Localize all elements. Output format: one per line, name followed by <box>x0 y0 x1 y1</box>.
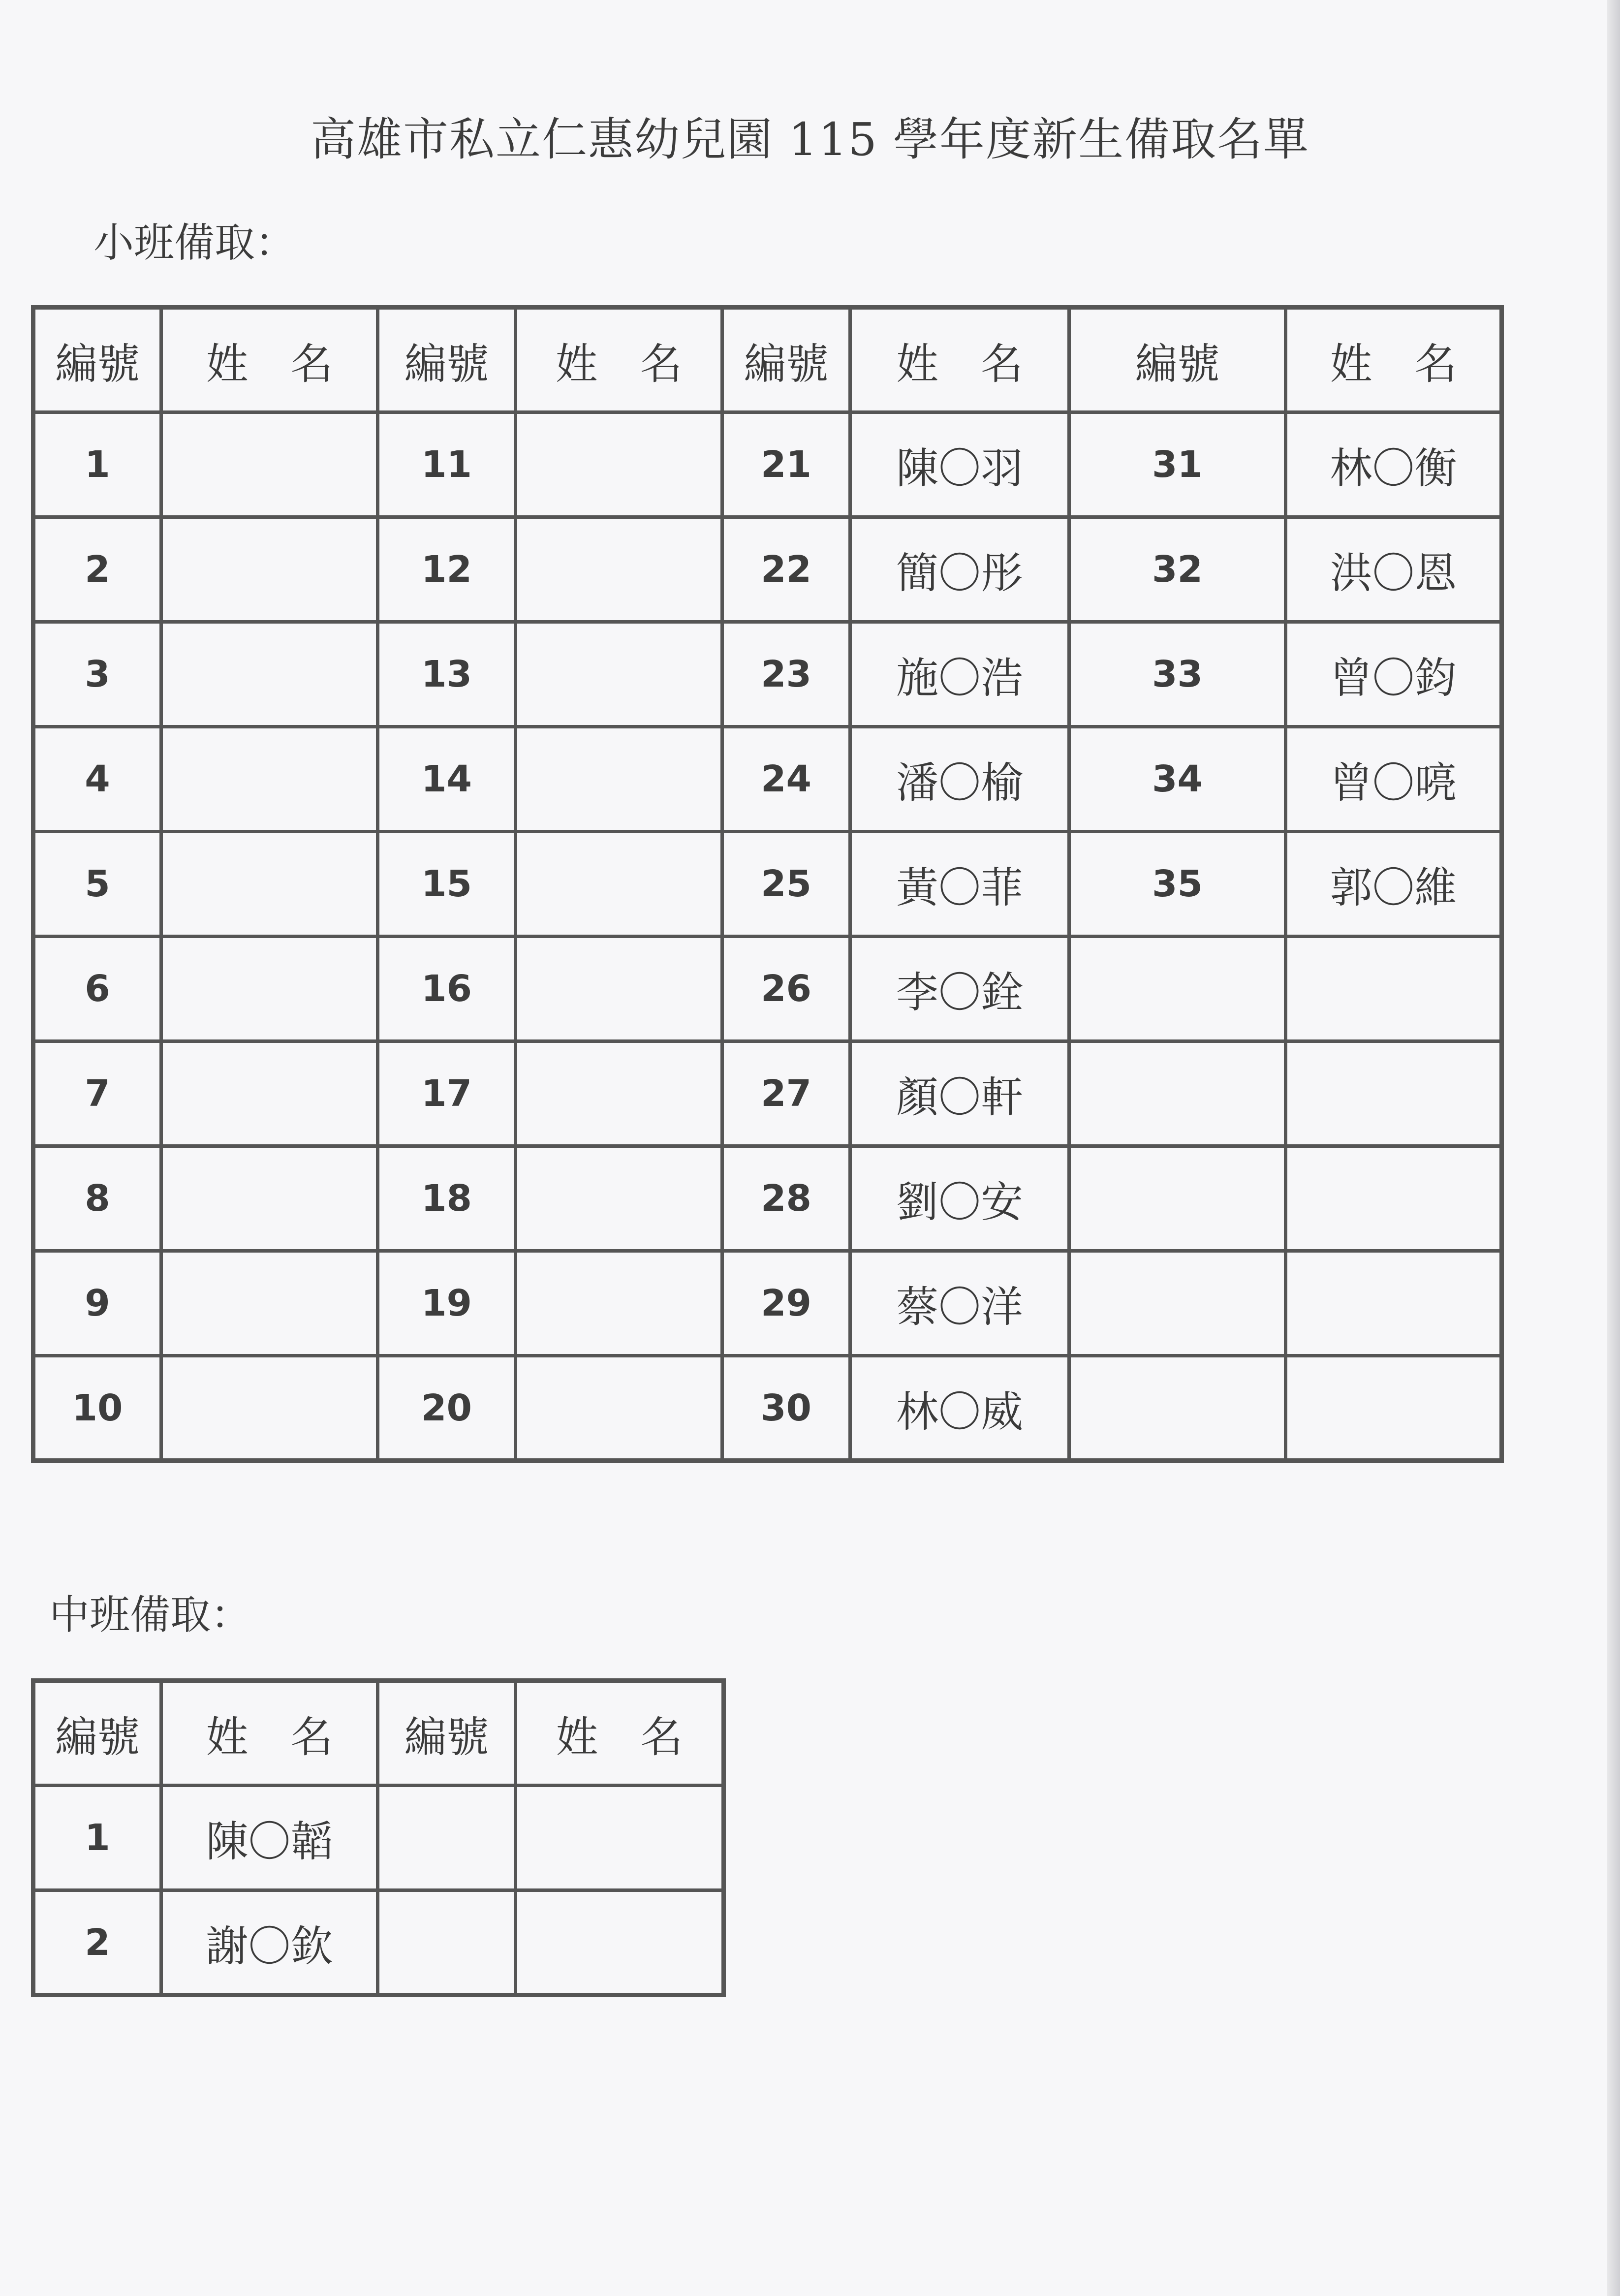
entry-number <box>1069 937 1286 1041</box>
entry-name: 林〇威 <box>850 1356 1069 1461</box>
column-header-number: 編號 <box>1069 308 1286 412</box>
entry-name <box>516 1786 724 1890</box>
entry-number: 12 <box>378 517 516 622</box>
column-header-name: 姓 名 <box>161 308 378 412</box>
column-header-number: 編號 <box>33 1681 161 1786</box>
entry-number: 35 <box>1069 832 1286 937</box>
column-header-number: 編號 <box>378 308 516 412</box>
entry-number: 17 <box>378 1041 516 1146</box>
entry-name <box>1286 1041 1502 1146</box>
entry-name <box>516 832 722 937</box>
entry-name <box>516 412 722 517</box>
entry-number: 13 <box>378 622 516 727</box>
small-class-waitlist-label: 小班備取： <box>93 220 296 266</box>
middle-class-waitlist-label: 中班備取： <box>49 1592 251 1638</box>
entry-number: 33 <box>1069 622 1286 727</box>
entry-name <box>516 1890 724 1995</box>
entry-name <box>516 1146 722 1251</box>
document-title: 高雄市私立仁惠幼兒園 115 學年度新生備取名單 <box>310 113 1310 166</box>
entry-number: 21 <box>722 412 850 517</box>
entry-name: 顏〇軒 <box>850 1041 1069 1146</box>
entry-number: 2 <box>33 1890 161 1995</box>
entry-name: 陳〇羽 <box>850 412 1069 517</box>
table-row <box>33 1251 1502 1356</box>
entry-name <box>161 1356 378 1461</box>
table-row <box>33 412 1502 517</box>
entry-name: 曾〇喨 <box>1286 727 1502 832</box>
table-row <box>33 622 1502 727</box>
entry-number: 9 <box>33 1251 161 1356</box>
column-header-number: 編號 <box>378 1681 516 1786</box>
table-header-row <box>33 1681 724 1786</box>
entry-number: 25 <box>722 832 850 937</box>
entry-name <box>161 1251 378 1356</box>
entry-number <box>378 1890 516 1995</box>
entry-name: 李〇銓 <box>850 937 1069 1041</box>
entry-name: 郭〇維 <box>1286 832 1502 937</box>
entry-name: 簡〇彤 <box>850 517 1069 622</box>
column-header-name: 姓 名 <box>1286 308 1502 412</box>
entry-number: 30 <box>722 1356 850 1461</box>
entry-number: 23 <box>722 622 850 727</box>
entry-name: 洪〇恩 <box>1286 517 1502 622</box>
entry-name <box>1286 937 1502 1041</box>
entry-name <box>516 1251 722 1356</box>
column-header-number: 編號 <box>33 308 161 412</box>
entry-name: 陳〇韜 <box>161 1786 378 1890</box>
column-header-name: 姓 名 <box>516 1681 724 1786</box>
entry-name <box>161 1146 378 1251</box>
table-row <box>33 832 1502 937</box>
entry-number: 34 <box>1069 727 1286 832</box>
entry-name: 蔡〇洋 <box>850 1251 1069 1356</box>
table-row <box>33 1890 724 1995</box>
entry-number: 2 <box>33 517 161 622</box>
entry-number: 14 <box>378 727 516 832</box>
entry-number: 6 <box>33 937 161 1041</box>
entry-name <box>516 937 722 1041</box>
entry-name <box>516 727 722 832</box>
entry-number: 29 <box>722 1251 850 1356</box>
entry-name <box>516 1356 722 1461</box>
entry-number: 11 <box>378 412 516 517</box>
entry-number <box>1069 1251 1286 1356</box>
column-header-number: 編號 <box>722 308 850 412</box>
entry-name: 曾〇鈞 <box>1286 622 1502 727</box>
entry-name: 黃〇菲 <box>850 832 1069 937</box>
entry-name <box>1286 1356 1502 1461</box>
small-class-waitlist-table <box>31 305 1504 1463</box>
entry-number: 27 <box>722 1041 850 1146</box>
entry-name <box>1286 1251 1502 1356</box>
entry-name <box>161 832 378 937</box>
column-header-name: 姓 名 <box>850 308 1069 412</box>
entry-number: 24 <box>722 727 850 832</box>
entry-number: 19 <box>378 1251 516 1356</box>
table-row <box>33 1786 724 1890</box>
entry-name: 劉〇安 <box>850 1146 1069 1251</box>
entry-name: 謝〇欽 <box>161 1890 378 1995</box>
entry-name <box>516 1041 722 1146</box>
entry-name <box>161 517 378 622</box>
table-row <box>33 1356 1502 1461</box>
page-edge-shadow <box>1607 0 1620 2296</box>
middle-class-waitlist-table <box>31 1678 726 1997</box>
entry-number: 15 <box>378 832 516 937</box>
entry-name <box>161 937 378 1041</box>
table-row <box>33 1146 1502 1251</box>
entry-number <box>1069 1146 1286 1251</box>
entry-number: 32 <box>1069 517 1286 622</box>
entry-number: 31 <box>1069 412 1286 517</box>
entry-number: 26 <box>722 937 850 1041</box>
table-row <box>33 517 1502 622</box>
entry-number <box>378 1786 516 1890</box>
entry-number: 4 <box>33 727 161 832</box>
entry-name <box>161 1041 378 1146</box>
entry-number: 22 <box>722 517 850 622</box>
table-row <box>33 727 1502 832</box>
entry-number: 5 <box>33 832 161 937</box>
table-row <box>33 1041 1502 1146</box>
column-header-name: 姓 名 <box>516 308 722 412</box>
table-row <box>33 937 1502 1041</box>
entry-number: 8 <box>33 1146 161 1251</box>
entry-name <box>516 622 722 727</box>
entry-number <box>1069 1356 1286 1461</box>
entry-number: 28 <box>722 1146 850 1251</box>
entry-name: 林〇衡 <box>1286 412 1502 517</box>
entry-name <box>516 517 722 622</box>
entry-number: 10 <box>33 1356 161 1461</box>
entry-number: 1 <box>33 412 161 517</box>
entry-name: 施〇浩 <box>850 622 1069 727</box>
entry-number: 18 <box>378 1146 516 1251</box>
entry-name <box>161 622 378 727</box>
entry-number: 1 <box>33 1786 161 1890</box>
entry-number: 7 <box>33 1041 161 1146</box>
entry-name <box>161 412 378 517</box>
entry-number: 3 <box>33 622 161 727</box>
entry-name: 潘〇榆 <box>850 727 1069 832</box>
entry-number: 20 <box>378 1356 516 1461</box>
entry-name <box>161 727 378 832</box>
entry-name <box>1286 1146 1502 1251</box>
column-header-name: 姓 名 <box>161 1681 378 1786</box>
entry-number <box>1069 1041 1286 1146</box>
entry-number: 16 <box>378 937 516 1041</box>
table-header-row <box>33 308 1502 412</box>
